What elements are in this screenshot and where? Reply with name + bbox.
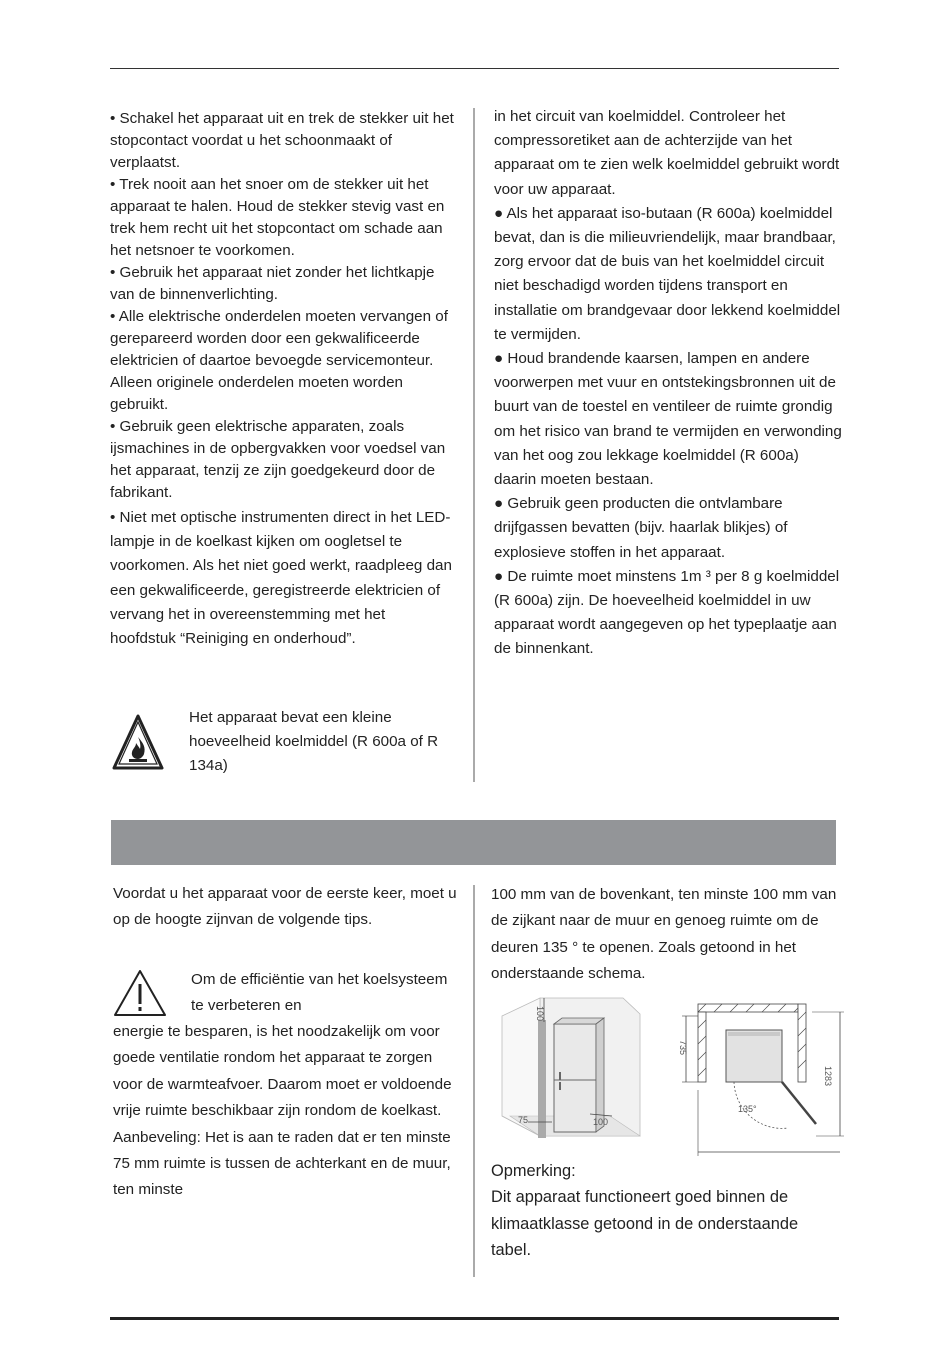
paragraph: ● Als het apparaat iso-butaan (R 600a) koelmiddel bevat, dan is die milieuvriendelijk, maar brandbaar, zorg ervoor dat de buis van het koelmiddel circuit niet beschadigd worden tijdens transport en installatie om brandgevaar door lekkend koelmiddel te vermijden. <box>494 204 841 343</box>
depth-label: 735 <box>678 1040 688 1056</box>
paragraph: ● Gebruik geen producten die ontvlambare drijfgassen bevatten (bijv. haarlak blikjes) of explosieve stoffen in het apparaat. <box>494 495 788 561</box>
top-rule <box>110 68 839 69</box>
height-label: 1283 <box>823 1066 833 1087</box>
note-body: Dit apparaat functioneert goed binnen de klimaatklasse getoond in de onderstaande tabel. <box>491 1188 799 1260</box>
warning-text-start: Om de efficiëntie van het koelsysteem te verbeteren en <box>191 971 448 1015</box>
side-clearance-label: 100 <box>593 1117 609 1127</box>
paragraph: • Gebruik het apparaat niet zonder het lichtkapje van de binnenverlichting. <box>110 264 435 303</box>
paragraph: in het circuit van koelmiddel. Controleer het compressoretiket aan de achterzijde van het apparaat om te zien welk koelmiddel gebruikt wordt voor uw apparaat. <box>494 108 840 198</box>
door-opening-top-view-diagram <box>676 1002 846 1159</box>
safety-right-column <box>494 105 844 662</box>
paragraph: • Schakel het apparaat uit en trek de stekker uit het stopcontact voordat u het schoonmaakt of verplaatst. <box>110 110 454 171</box>
warning-icon <box>112 968 168 1018</box>
intro-text: Voordat u het apparaat voor de eerste keer, moet u op de hoogte zijnvan de volgende tips. <box>113 885 457 929</box>
back-clearance-label: 75 <box>518 1115 529 1125</box>
bottom-rule <box>110 1317 839 1320</box>
paragraph: • Gebruik geen elektrische apparaten, zoals ijsmachines in de opbergvakken voor voedsel van het apparaat, tenzij ze zijn goedgekeurd door de fabrikant. <box>110 418 446 501</box>
paragraph: • Alle elektrische onderdelen moeten vervangen of gerepareerd worden door een gekwalificeerde elektricien of daartoe bevoegde servicemonteur. Alleen originele onderdelen moeten worden gebruikt. <box>110 308 448 413</box>
climate-note <box>491 1158 831 1264</box>
paragraph: • Niet met optische instrumenten direct in het LED-lampje in de koelkast kijken om oogletsel te voorkomen. Als het niet goed werkt, raadpleeg dan een gekwalificeerde, geregistreerde elektricien of vervang het in overeenstemming met het hoofdstuk “Reiniging en onderhoud”. <box>110 509 452 648</box>
column-divider <box>473 108 475 782</box>
safety-left-column <box>110 108 455 651</box>
flammable-warning-icon <box>112 713 164 771</box>
door-angle-label: 135° <box>738 1104 757 1114</box>
column-divider <box>473 885 475 1277</box>
paragraph: ● De ruimte moet minstens 1m ³ per 8 g koelmiddel (R 600a) zijn. De hoeveelheid koelmiddel in uw apparaat wordt aangegeven op het typeplaatje aan de binnenkant. <box>494 567 840 658</box>
clearance-perspective-diagram <box>500 996 645 1144</box>
clearance-text: 100 mm van de bovenkant, ten minste 100 mm van de zijkant naar de muur en genoeg ruimte om de deuren 135 ° te openen. Zoals getoond in het onderstaande schema. <box>491 886 837 983</box>
top-clearance-label: 100 <box>535 1006 545 1022</box>
flammable-note: Het apparaat bevat een kleine hoeveelheid koelmiddel (R 600a of R 134a) <box>189 709 439 775</box>
warning-text-continued: energie te besparen, is het noodzakelijk om voor goede ventilatie rondom het apparaat te zorgen voor de warmteafvoer. Daarom moet er voldoende vrije ruimte beschikbaar zijn rondom de koelkast. Aanbeveling: Het is aan te raden dat er ten minste 75 mm ruimte is tussen de achterkant en de muur, ten minste <box>113 1023 452 1199</box>
paragraph: • Trek nooit aan het snoer om de stekker uit het apparaat te halen. Houd de stekker stevig vast en trek hem recht uit het stopcontact om schade aan het netsnoer te voorkomen. <box>110 176 445 259</box>
note-title: Opmerking: <box>491 1162 576 1180</box>
paragraph: ● Houd brandende kaarsen, lampen en andere voorwerpen met vuur en ontstekingsbronnen uit de buurt van de toestel en ventileer de ruimte grondig om het risico van brand te vermijden en verwonding van het oog zou lekkage koelmiddel (R 600a) daarin moeten bestaan. <box>494 350 842 489</box>
section-banner <box>111 820 836 865</box>
